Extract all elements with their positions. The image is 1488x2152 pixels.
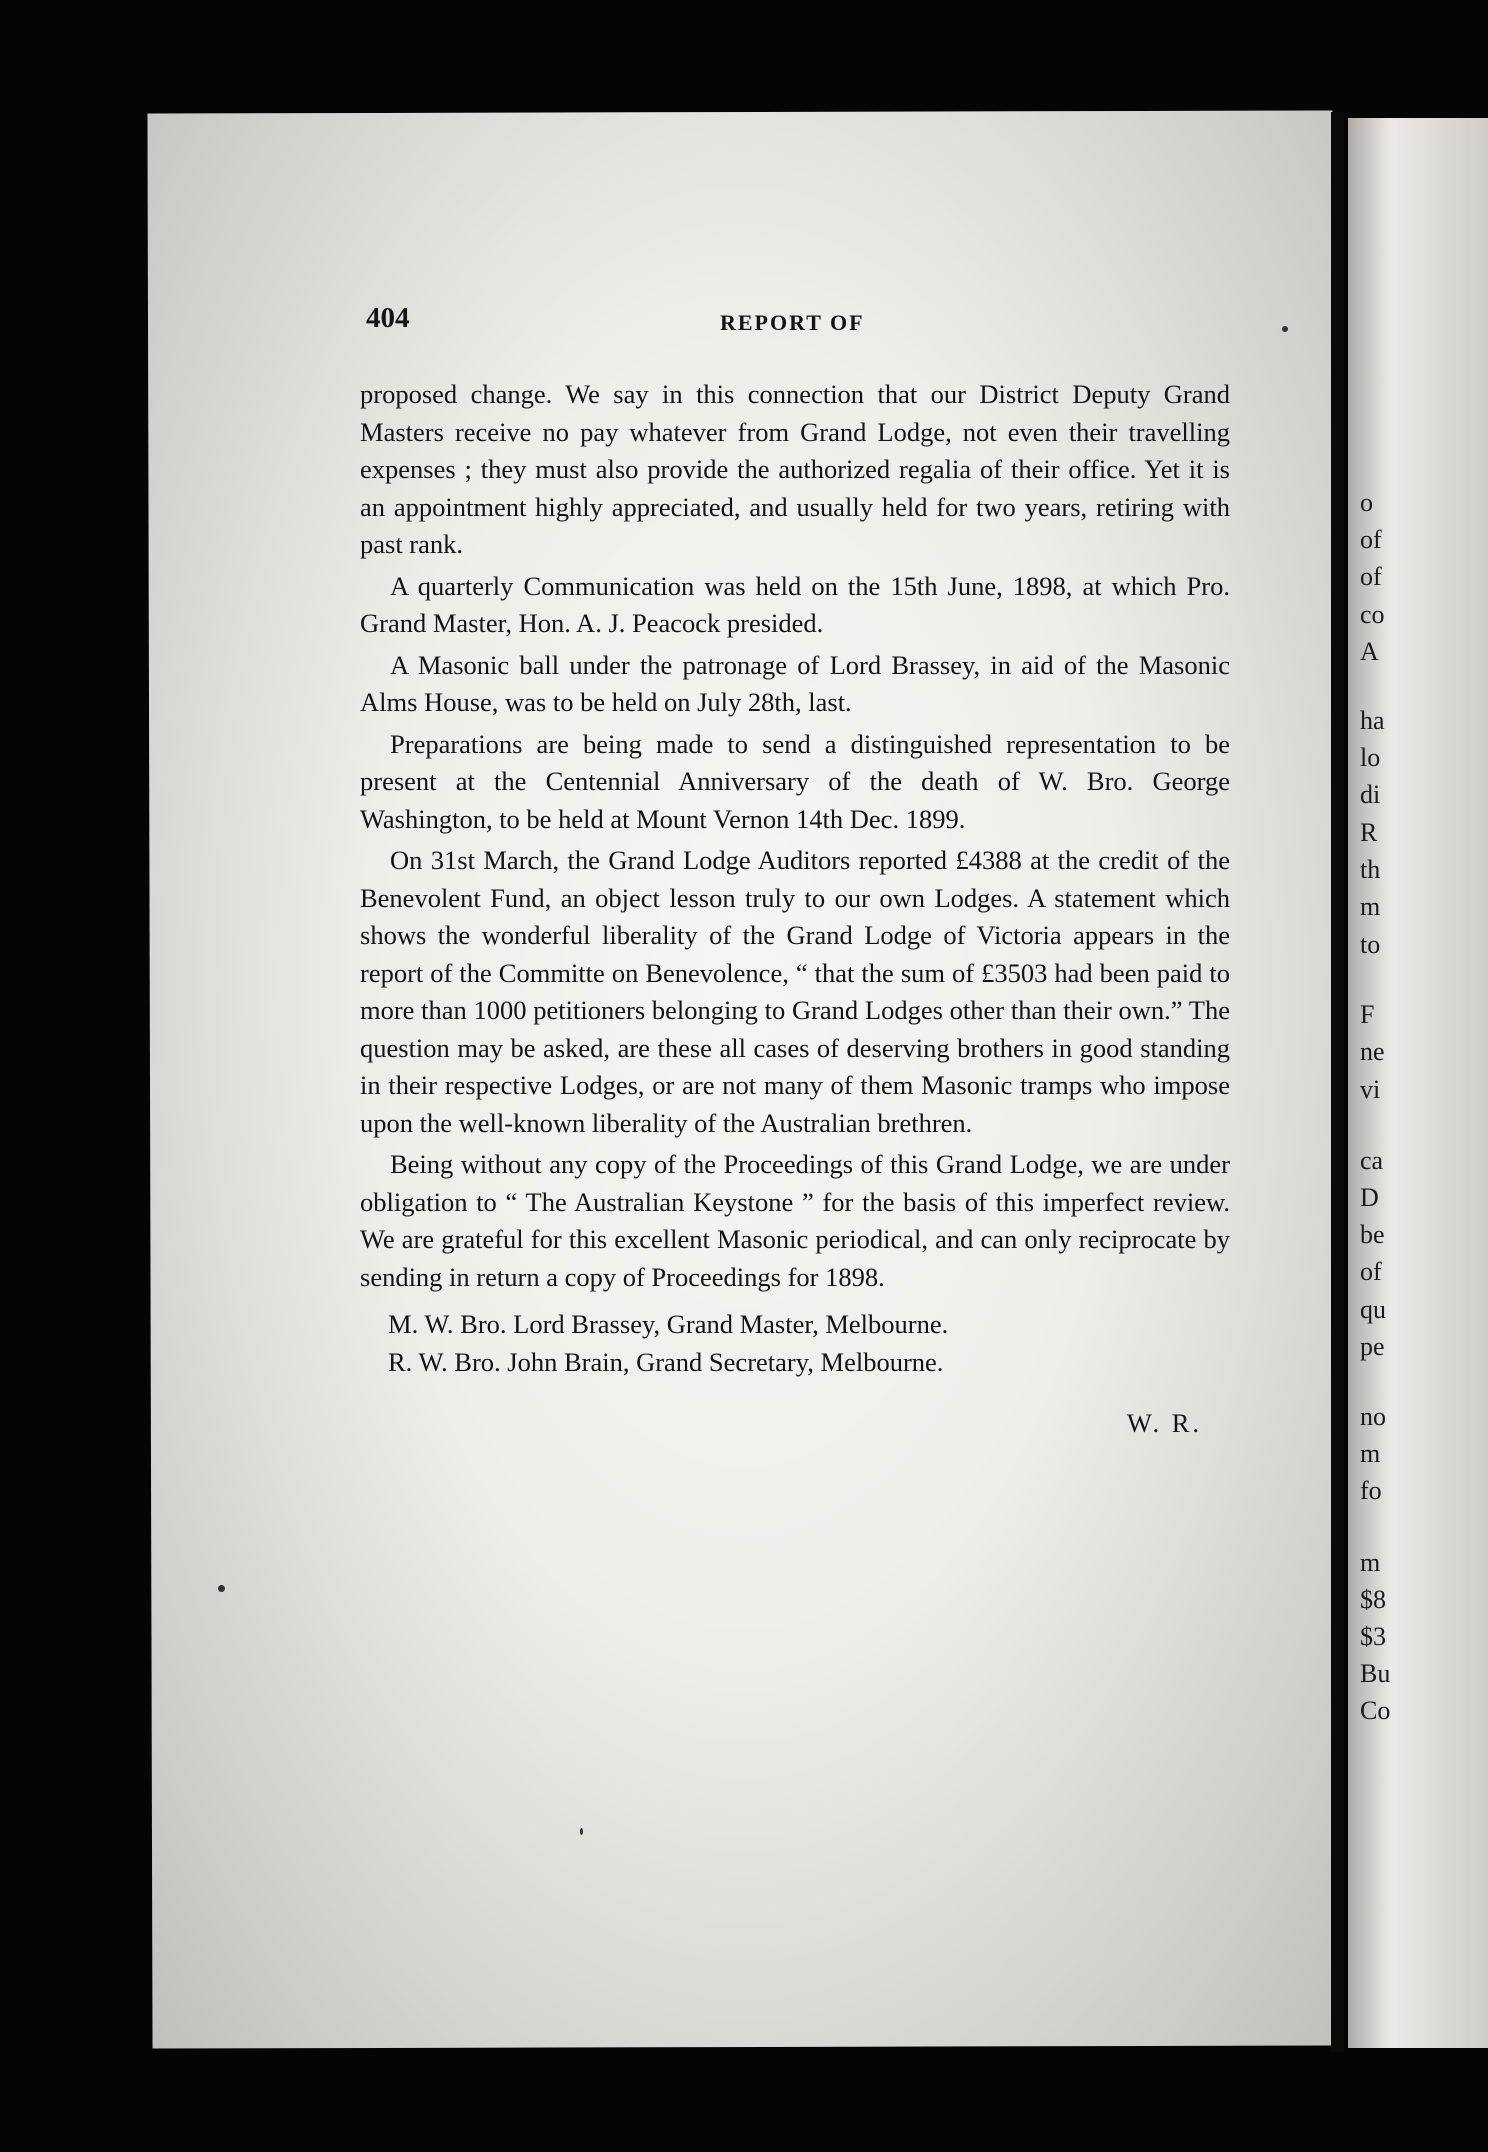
facing-page-fragment: o [1360,488,1373,517]
paragraph-3: A Masonic ball under the patronage of Lord Brassey, in aid of the Masonic Alms House, was to be held on July 28th, last. [360,649,1230,717]
roster-grand-secretary: R. W. Bro. John Brain, Grand Secretary, Melbourne. [388,1346,944,1377]
facing-page-fragment: of [1360,562,1382,591]
running-title: REPORT OF [720,310,865,335]
facing-page-fragment: Co [1360,1696,1391,1725]
page-content [360,300,1230,1443]
facing-page-fragment: fo [1360,1476,1382,1505]
facing-page-fragment: F [1360,1000,1375,1029]
facing-page-fragment: vi [1360,1075,1381,1104]
paragraph-1: proposed change. We say in this connection that our District Deputy Grand Masters receive no pay whatever from Grand Lodge, not even their travelling expenses ; they must also provide the authorized regalia of their office. Yet it is an appointment highly appreciated, and usually held for two years, retiring with past rank. [360,379,1230,559]
page-number: 404 [366,302,410,334]
paragraph-4: Preparations are being made to send a distinguished representation to be present at the Centennial Anniversary of the death of W. Bro. George Washington, to be held at Mount Vernon 14th Dec. 1899. [360,728,1230,834]
facing-page-fragment: pe [1360,1332,1385,1361]
facing-page-fragment: di [1360,780,1381,809]
facing-page-fragment: R [1360,818,1378,847]
roster-grand-master: M. W. Bro. Lord Brassey, Grand Master, Melbourne. [388,1309,949,1339]
facing-page-fragment: $8 [1360,1585,1386,1614]
facing-page-fragment: th [1360,855,1381,884]
facing-page-fragment: m [1360,1548,1381,1577]
facing-page-fragment: no [1360,1402,1386,1431]
facing-page-fragment: to [1360,930,1381,959]
facing-page-fragment: $3 [1360,1622,1386,1651]
paragraph-5: On 31st March, the Grand Lodge Auditors reported £4388 at the credit of the Benevolent Fund, an object lesson truly to our own Lodges. A statement which shows the wonderful liberality of the Grand Lodge of Victoria appears in the report of the Committe on Benevolence, “ that the sum of £3503 had been paid to more than 1000 petitioners belonging to Grand Lodges other than their own.” The question may be asked, are these all cases of deserving brothers in good standing in their respective Lodges, or are not many of them Masonic tramps who impose upon the well-known liberality of the Australian brethren. [360,845,1230,1138]
facing-page-fragment: of [1360,525,1382,554]
scan-speck [580,1828,583,1835]
facing-page-fragment: D [1360,1183,1379,1212]
scan-speck [1282,326,1288,332]
scan-speck [218,1585,225,1592]
facing-page-fragment: co [1360,600,1385,629]
facing-page-fragment: lo [1360,743,1381,772]
facing-page-fragment: ne [1360,1037,1385,1066]
facing-page-fragment: ha [1360,706,1385,735]
facing-page-fragment: qu [1360,1295,1386,1324]
running-head [360,300,1230,340]
paragraph-6: Being without any copy of the Proceedings of this Grand Lodge, we are under obligation to “ The Australian Keystone ” for the basis of this imperfect review. We are grateful for this excellent Masonic periodical, and can only reciprocate by sending in return a copy of Proceedings for 1898. [360,1149,1230,1292]
book-gutter [1331,112,1344,2052]
signature: W. R. [1126,1408,1202,1438]
facing-page-fragment: of [1360,1257,1382,1286]
facing-page-fragment: A [1360,637,1379,666]
paragraph-2: A quarterly Communication was held on the 15th June, 1898, at which Pro. Grand Master, Hon. A. J. Peacock presided. [360,570,1230,638]
facing-page-fragment: ca [1360,1146,1384,1175]
facing-page-fragment: m [1360,1439,1381,1468]
facing-page-fragment: be [1360,1220,1385,1249]
facing-page-fragment: m [1360,892,1381,921]
facing-page-fragment: Bu [1360,1659,1391,1688]
officer-roster [360,1306,1230,1381]
